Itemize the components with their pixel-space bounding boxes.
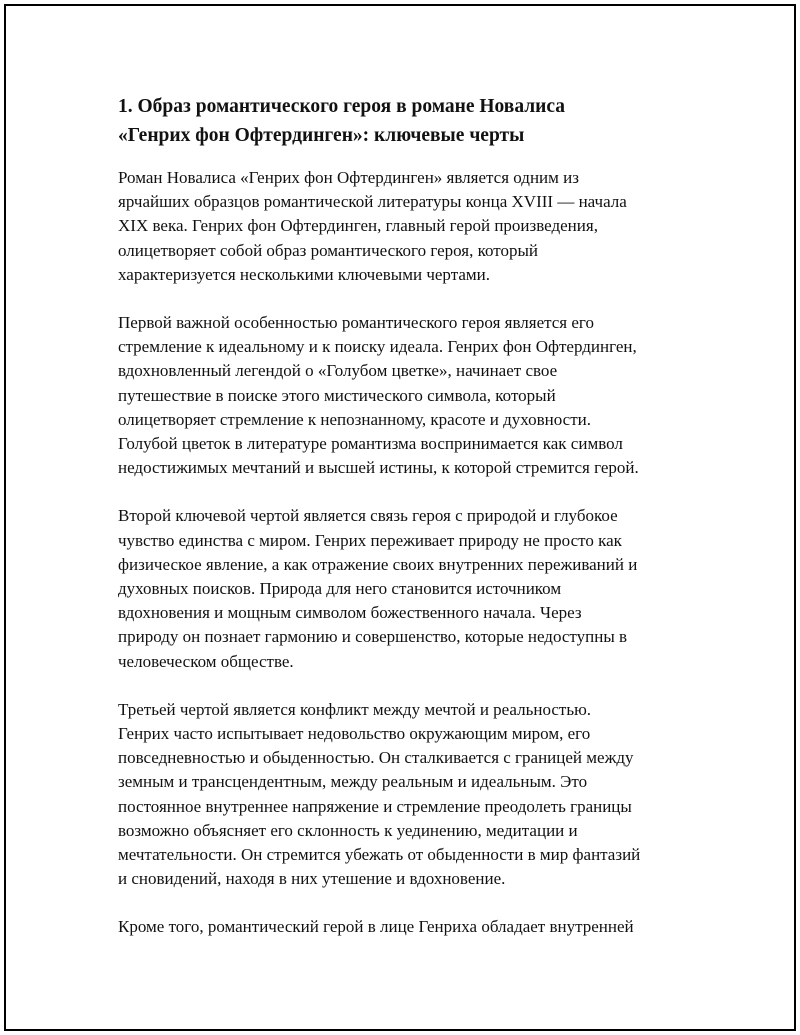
paragraph-line: вдохновения и мощным символом божественного начала. Через <box>118 603 582 623</box>
paragraph-5 <box>118 915 688 939</box>
paragraph-line: стремление к идеальному и к поиску идеала. Генрих фон Офтердинген, <box>118 337 637 357</box>
paragraph-line: олицетворяет стремление к непознанному, красоте и духовности. <box>118 409 591 429</box>
paragraph-line: физическое явление, а как отражение своих внутренних переживаний и <box>118 554 638 574</box>
paragraph-line: вдохновленный легендой о «Голубом цветке», начинает свое <box>118 361 558 381</box>
paragraph-line: Первой важной особенностью романтического героя является его <box>118 313 594 333</box>
section-heading <box>118 92 688 150</box>
paragraph-1 <box>118 166 688 287</box>
paragraph-line: ярчайших образцов романтической литературы конца XVIII — начала <box>118 192 627 212</box>
paragraph-line: путешествие в поиске этого мистического символа, который <box>118 385 556 405</box>
paragraph-line: Генрих часто испытывает недовольство окружающим миром, его <box>118 724 591 744</box>
paragraph-line: природу он познает гармонию и совершенство, которые недоступны в <box>118 627 628 647</box>
section-heading-line-1: 1. Образ романтического героя в романе Новалиса <box>118 96 566 117</box>
paragraph-4 <box>118 698 688 892</box>
paragraph-line: недостижимых мечтаний и высшей истины, к которой стремится герой. <box>118 458 639 478</box>
paragraph-line: земным и трансцендентным, между реальным и идеальным. Это <box>118 772 588 792</box>
paragraph-line: Кроме того, романтический герой в лице Генриха обладает внутренней <box>118 917 634 937</box>
document-body <box>118 92 688 964</box>
paragraph-line: и сновидений, находя в них утешение и вдохновение. <box>118 869 506 889</box>
paragraph-line: постоянное внутреннее напряжение и стремление преодолеть границы <box>118 796 632 816</box>
paragraph-line: мечтательности. Он стремится убежать от обыденности в мир фантазий <box>118 845 641 865</box>
paragraph-line: характеризуется несколькими ключевыми чертами. <box>118 264 490 284</box>
paragraph-line: повседневностью и обыденностью. Он сталкивается с границей между <box>118 748 634 768</box>
paragraph-2 <box>118 311 688 480</box>
paragraph-line: Третьей чертой является конфликт между мечтой и реальностью. <box>118 699 592 719</box>
paragraph-3 <box>118 504 688 673</box>
paragraph-line: Второй ключевой чертой является связь героя с природой и глубокое <box>118 506 618 526</box>
section-heading-line-2: «Генрих фон Офтердинген»: ключевые черты <box>118 125 525 146</box>
paragraph-line: человеческом обществе. <box>118 651 294 671</box>
paragraph-line: возможно объясняет его склонность к уединению, медитации и <box>118 820 578 840</box>
paragraph-line: Голубой цветок в литературе романтизма воспринимается как символ <box>118 434 623 454</box>
paragraph-line: чувство единства с миром. Генрих переживает природу не просто как <box>118 530 622 550</box>
paragraph-line: олицетворяет собой образ романтического героя, который <box>118 240 539 260</box>
paragraph-line: духовных поисков. Природа для него становится источником <box>118 579 562 599</box>
paragraph-line: XIX века. Генрих фон Офтердинген, главный герой произведения, <box>118 216 598 236</box>
paragraph-line: Роман Новалиса «Генрих фон Офтердинген» является одним из <box>118 168 579 187</box>
